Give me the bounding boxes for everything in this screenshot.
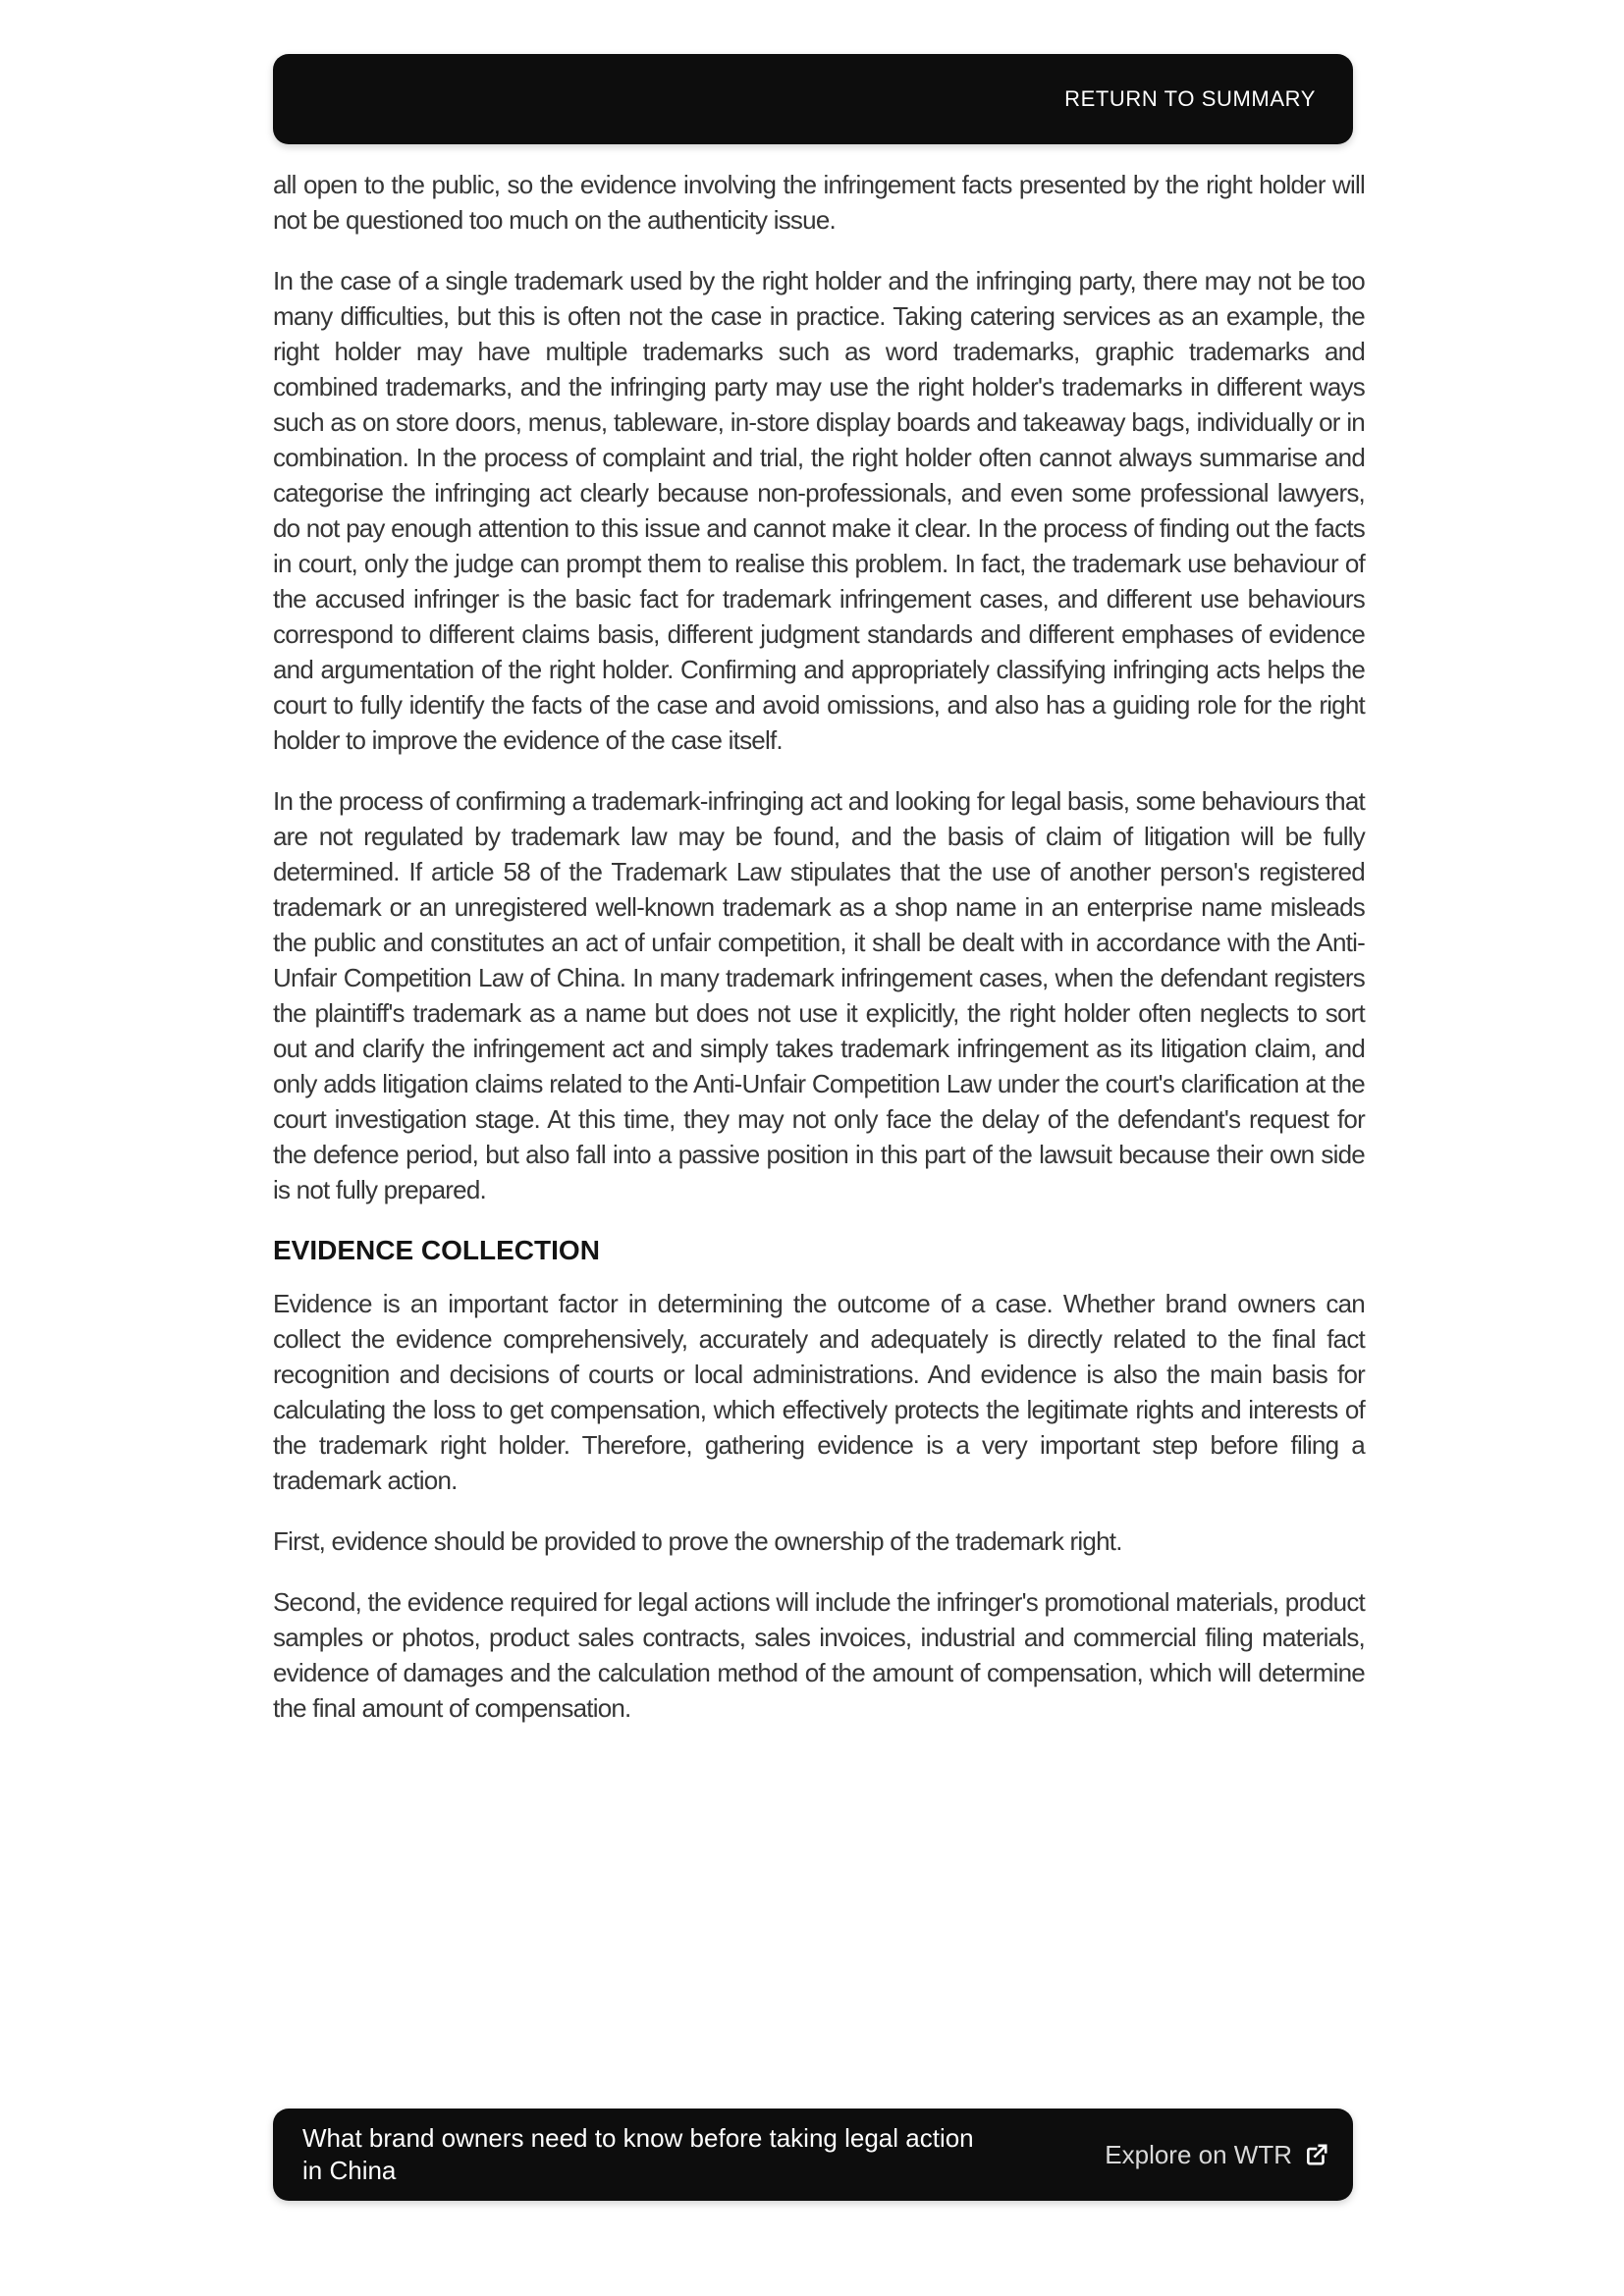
return-to-summary-button[interactable] (273, 54, 1353, 144)
return-to-summary-label[interactable]: RETURN TO SUMMARY (1064, 86, 1316, 111)
section-heading-evidence-collection: EVIDENCE COLLECTION (273, 1235, 600, 1265)
paragraph: In the process of confirming a trademark-infringing act and looking for legal basis, some behaviours that are not regulated by trademark law may be found, and the basis of claim of litigation will be fully determined. If article 58 of the Trademark Law stipulates that the use of another person's registered trademark or an unregistered well-known trademark as a shop name in an enterprise name misleads the public and constitutes an act of unfair competition, it shall be dealt with in accordance with the Anti-Unfair Competition Law of China. In many trademark infringement cases, when the defendant registers the plaintiff's trademark as a name but does not use it explicitly, the right holder often neglects to sort out and clarify the infringement act and simply takes trademark infringement as its litigation claim, and only adds litigation claims related to the Anti-Unfair Competition Law under the court's clarification at the court investigation stage. At this time, they may not only face the delay of the defendant's request for the defence period, but also fall into a passive position in this part of the lawsuit because their own side is not fully prepared. (273, 786, 1365, 1204)
paragraph: all open to the public, so the evidence involving the infringement facts presented by the right holder will not be questioned too much on the authenticity issue. (273, 170, 1365, 235)
document-title-line-2: in China (302, 2156, 397, 2185)
explore-on-wtr-link[interactable] (1105, 2140, 1329, 2170)
paragraph: Evidence is an important factor in determining the outcome of a case. Whether brand owners can collect the evidence comprehensively, accurately and adequately is directly related to the final fact recognition and decisions of courts or local administrations. And evidence is also the main basis for calculating the loss to get compensation, which effectively protects the legitimate rights and interests of the trademark right holder. Therefore, gathering evidence is a very important step before filing a trademark action. (273, 1289, 1365, 1495)
article-body (273, 167, 1365, 1751)
paragraph: In the case of a single trademark used by the right holder and the infringing party, there may not be too many difficulties, but this is often not the case in practice. Taking catering services as an example, the right holder may have multiple trademarks such as word trademarks, graphic trademarks and combined trademarks, and the infringing party may use the right holder's trademarks in different ways such as on store doors, menus, tableware, in-store display boards and takeaway bags, individually or in combination. In the process of complaint and trial, the right holder often cannot always summarise and categorise the infringing act clearly because non-professionals, and even some professional lawyers, do not pay enough attention to this issue and cannot make it clear. In the process of finding out the facts in court, only the judge can prompt them to realise this problem. In fact, the trademark use behaviour of the accused infringer is the basic fact for trademark infringement cases, and different use behaviours correspond to different claims basis, different judgment standards and different emphases of evidence and argumentation of the right holder. Confirming and appropriately classifying infringing acts helps the court to fully identify the facts of the case and avoid omissions, and also has a guiding role for the right holder to improve the evidence of the case itself. (273, 266, 1365, 755)
explore-on-wtr-label: Explore on WTR (1105, 2139, 1292, 2169)
paragraph: Second, the evidence required for legal actions will include the infringer's promotional materials, product samples or photos, product sales contracts, sales invoices, industrial and commercial filing materials, evidence of damages and the calculation method of the amount of compensation, which will determine the final amount of compensation. (273, 1587, 1365, 1723)
footer-bar (273, 2109, 1353, 2201)
external-link-icon (1304, 2142, 1329, 2167)
document-title-line-1: What brand owners need to know before taking legal action (302, 2123, 974, 2153)
document-title (302, 2122, 974, 2187)
paragraph: First, evidence should be provided to prove the ownership of the trademark right. (273, 1526, 1122, 1556)
